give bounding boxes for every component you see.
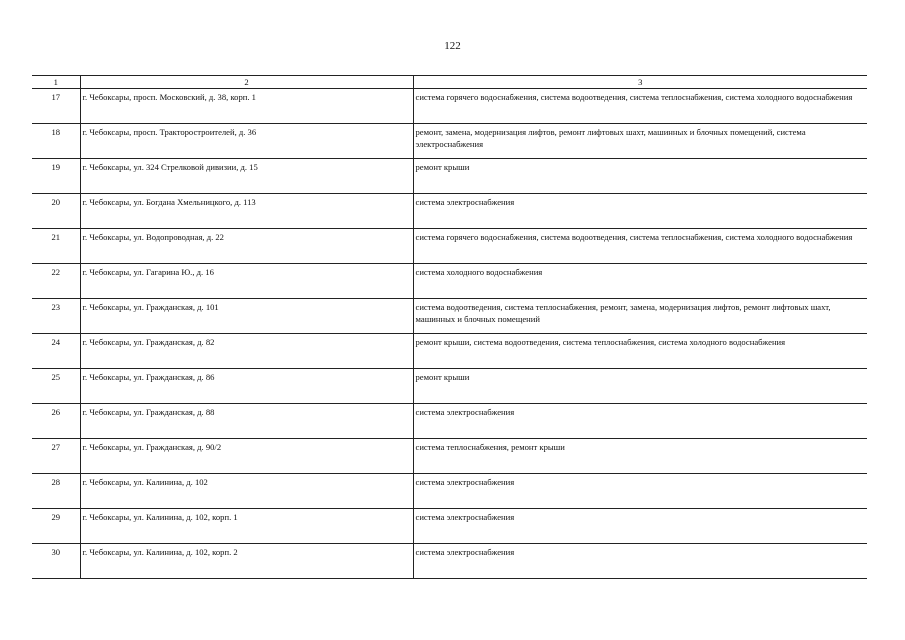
row-works: система горячего водоснабжения, система водоотведения, система теплоснабжения, система холодного водоснабжения	[413, 229, 867, 264]
row-address: г. Чебоксары, ул. Богдана Хмельницкого, д. 113	[80, 194, 413, 229]
row-number: 20	[32, 194, 80, 229]
row-number: 28	[32, 474, 80, 509]
row-works: система электроснабжения	[413, 544, 867, 579]
row-address: г. Чебоксары, ул. Калинина, д. 102, корп. 2	[80, 544, 413, 579]
row-address: г. Чебоксары, ул. Гражданская, д. 88	[80, 404, 413, 439]
row-number: 18	[32, 124, 80, 159]
table-row	[32, 369, 867, 404]
table-row	[32, 509, 867, 544]
table-row	[32, 264, 867, 299]
repair-table	[32, 75, 867, 579]
table-row	[32, 404, 867, 439]
page-number: 122	[444, 40, 461, 52]
row-number: 30	[32, 544, 80, 579]
row-number: 17	[32, 89, 80, 124]
row-address: г. Чебоксары, ул. Калинина, д. 102, корп. 1	[80, 509, 413, 544]
row-address: г. Чебоксары, ул. Калинина, д. 102	[80, 474, 413, 509]
row-address: г. Чебоксары, просп. Московский, д. 38, корп. 1	[80, 89, 413, 124]
row-works: система горячего водоснабжения, система водоотведения, система теплоснабжения, система холодного водоснабжения	[413, 89, 867, 124]
row-works: система электроснабжения	[413, 474, 867, 509]
row-address: г. Чебоксары, ул. Гражданская, д. 90/2	[80, 439, 413, 474]
table-row	[32, 334, 867, 369]
row-number: 27	[32, 439, 80, 474]
row-number: 29	[32, 509, 80, 544]
column-header-1: 1	[32, 76, 80, 89]
row-works: ремонт крыши, система водоотведения, система теплоснабжения, система холодного водоснабжения	[413, 334, 867, 369]
table-row	[32, 544, 867, 579]
table-row	[32, 474, 867, 509]
row-works: система теплоснабжения, ремонт крыши	[413, 439, 867, 474]
row-works: ремонт крыши	[413, 369, 867, 404]
row-address: г. Чебоксары, ул. Гражданская, д. 86	[80, 369, 413, 404]
table-row	[32, 299, 867, 334]
row-works: ремонт, замена, модернизация лифтов, ремонт лифтовых шахт, машинных и блочных помещений, система электроснабжения	[413, 124, 867, 159]
row-address: г. Чебоксары, просп. Тракторостроителей, д. 36	[80, 124, 413, 159]
table-row	[32, 439, 867, 474]
row-works: система электроснабжения	[413, 404, 867, 439]
table-header-row	[32, 76, 867, 89]
row-number: 26	[32, 404, 80, 439]
row-number: 24	[32, 334, 80, 369]
row-works: система холодного водоснабжения	[413, 264, 867, 299]
row-works: система водоотведения, система теплоснабжения, ремонт, замена, модернизация лифтов, ремонт лифтовых шахт, машинных и блочных помещений	[413, 299, 867, 334]
row-number: 19	[32, 159, 80, 194]
table-row	[32, 229, 867, 264]
row-works: система электроснабжения	[413, 194, 867, 229]
column-header-3: 3	[413, 76, 867, 89]
row-number: 21	[32, 229, 80, 264]
row-address: г. Чебоксары, ул. Гражданская, д. 82	[80, 334, 413, 369]
column-header-2: 2	[80, 76, 413, 89]
row-number: 23	[32, 299, 80, 334]
table-row	[32, 159, 867, 194]
row-address: г. Чебоксары, ул. Водопроводная, д. 22	[80, 229, 413, 264]
table-row	[32, 124, 867, 159]
row-address: г. Чебоксары, ул. Гражданская, д. 101	[80, 299, 413, 334]
row-address: г. Чебоксары, ул. Гагарина Ю., д. 16	[80, 264, 413, 299]
table-row	[32, 89, 867, 124]
row-address: г. Чебоксары, ул. 324 Стрелковой дивизии, д. 15	[80, 159, 413, 194]
table-row	[32, 194, 867, 229]
row-works: ремонт крыши	[413, 159, 867, 194]
row-number: 22	[32, 264, 80, 299]
row-number: 25	[32, 369, 80, 404]
row-works: система электроснабжения	[413, 509, 867, 544]
